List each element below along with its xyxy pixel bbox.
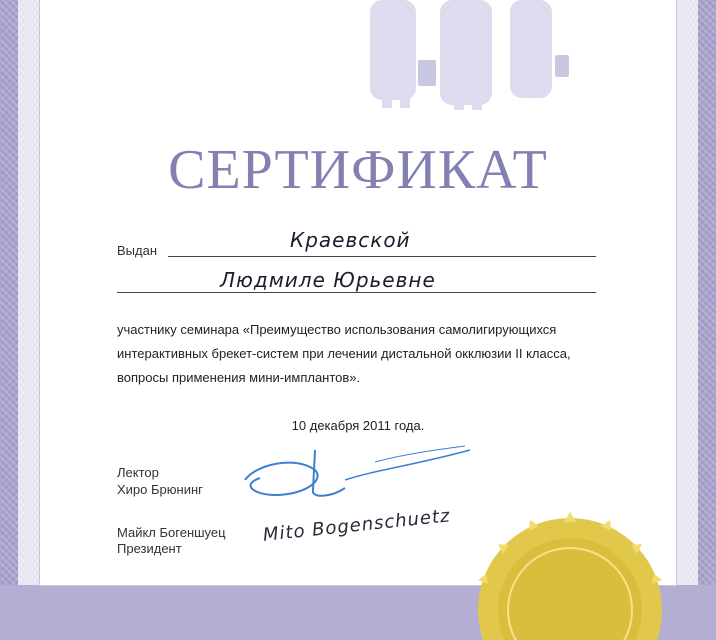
recipient-first-name: Людмиле Юрьевне [220, 268, 436, 292]
recipient-line-1 [168, 256, 596, 257]
issue-date: 10 декабря 2011 года. [291, 418, 425, 433]
gold-seal-icon [470, 510, 670, 640]
certificate-title: СЕРТИФИКАТ [168, 139, 548, 201]
seminar-description [117, 318, 627, 390]
president-name: Майкл Богеншуец [117, 525, 226, 540]
president-role: Президент [117, 541, 182, 556]
lecturer-name: Хиро Брюнинг [117, 482, 203, 497]
business-people-silhouettes-image [330, 0, 590, 110]
president-signature: Mito Bogenschuetz [262, 505, 452, 546]
lecturer-signature-icon [235, 440, 480, 510]
seminar-line-3: вопросы применения мини-имплантов». [117, 370, 361, 385]
recipient-surname: Краевской [290, 228, 411, 252]
lecturer-role: Лектор [117, 465, 159, 480]
recipient-line-2 [117, 292, 596, 293]
seminar-line-2: интерактивных брекет-систем при лечении дистальной окклюзии II класса, [117, 346, 571, 361]
seminar-line-1: участнику семинара «Преимущество использования самолигирующихся [117, 322, 557, 337]
issued-label: Выдан [117, 243, 158, 258]
